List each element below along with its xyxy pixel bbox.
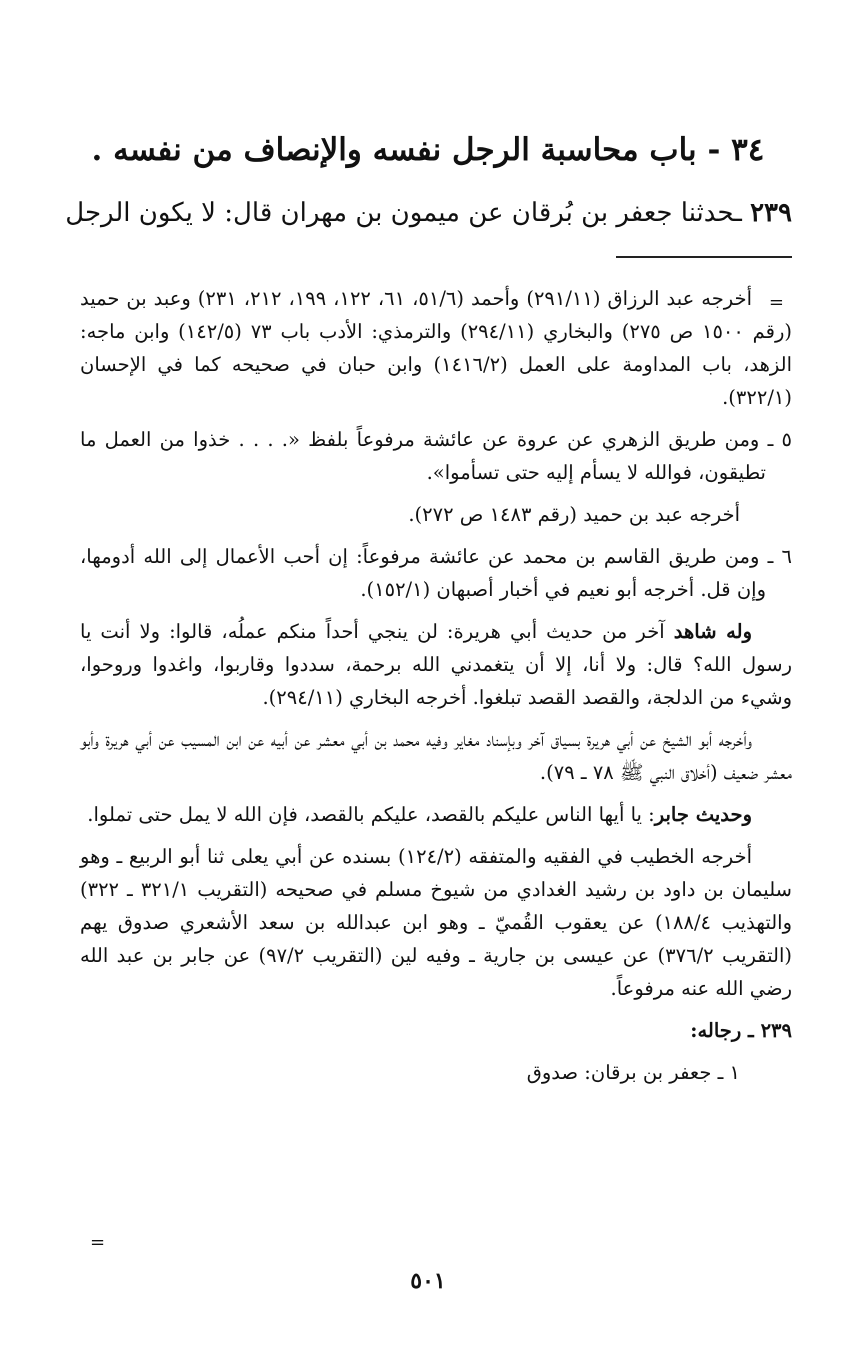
footnote-paragraph [80, 1056, 792, 1089]
footnote-text: ٦ ـ ومن طريق القاسم بن محمد عن عائشة مرفوعاً: إن أحب الأعمال إلى الله أدومها، وإن قل. أخرجه أبو نعيم في أخبار أصبهان (١٥٢/١). [80, 545, 792, 601]
footnote-text: أخرجه عبد بن حميد (رقم ١٤٨٣ ص ٢٧٢). [408, 503, 740, 526]
footnote-lead: وله شاهد [673, 620, 752, 643]
footnote-paragraph [80, 423, 792, 489]
footnote-lead: وحديث جابر [654, 803, 752, 826]
footnote-text: آخر من حديث أبي هريرة: لن ينجي أحداً منكم عملُه، قالوا: ولا أنت يا رسول الله؟ قال: ولا أنا، إلا أن يتغمدني الله برحمة، سددوا وقاربوا، واغدوا وروحوا، وشيء من الدلجة، والقصد القصد تبلغوا. أخرجه البخاري (٢٩٤/١١). [80, 620, 792, 709]
footnote-paragraph [80, 540, 792, 606]
footnote-paragraph [80, 498, 792, 531]
footnotes [80, 282, 792, 1098]
chapter-title: ٣٤ - باب محاسبة الرجل نفسه والإنصاف من نفسه . [91, 132, 765, 168]
footnote-text: : يا أيها الناس عليكم بالقصد، عليكم بالقصد، فإن الله لا يمل حتى تملوا. [87, 803, 655, 826]
page-number: ٥٠١ [410, 1268, 446, 1294]
footnote-paragraph [80, 723, 792, 789]
hadith-text [65, 192, 792, 234]
continuation-mark-bottom: = [90, 1232, 106, 1253]
footnote-paragraph [80, 282, 792, 414]
footnote-separator [616, 256, 792, 258]
footnote-text: أخرجه الخطيب في الفقيه والمتفقه (١٢٤/٢) بسنده عن أبي يعلى ثنا أبو الربيع ـ وهو سليمان بن داود بن رشيد الغدادي من شيوخ مسلم في صحيحه (التقريب ٣٢١/١ ـ ٣٢٢) والتهذيب ١٨٨/٤) عن يعقوب القُميّ ـ وهو ابن عبدالله بن سعد الأشعري صدوق يهم (التقريب ٣٧٦/٢) عن عيسى بن جارية ـ وفيه لين (التقريب ٩٧/٢) عن جابر بن عبد الله رضي الله عنه مرفوعاً. [80, 845, 792, 1000]
footnote-text: ١ ـ جعفر بن برقان: صدوق [526, 1061, 740, 1084]
footnote-text: ٥ ـ ومن طريق الزهري عن عروة عن عائشة مرفوعاً بلفظ «. . . . خذوا من العمل ما تطيقون، فوالله لا يسأم إليه حتى تسأموا». [80, 428, 792, 484]
footnote-lead: ٢٣٩ ـ رجاله: [690, 1019, 792, 1042]
footnote-paragraph [80, 1014, 792, 1047]
footnote-text: أخرجه عبد الرزاق (٢٩١/١١) وأحمد (٥١/٦، ٦١، ١٢٢، ١٩٩، ٢١٢، ٢٣١) وعبد بن حميد (رقم ١٥٠٠ ص ٢٧٥) والبخاري (٢٩٤/١١) والترمذي: الأدب باب ٧٣ (١٤٢/٥) وابن ماجه: الزهد، باب المداومة على العمل (١٤١٦/٢) وابن حبان في صحيحه كما في الإحسان (٣٢٢/١). [80, 287, 793, 409]
footnote-paragraph [80, 798, 792, 831]
continuation-mark: = [768, 292, 784, 313]
footnote-text: وأخرجه أبو الشيخ عن أبي هريرة بسياق آخر وبإسناد مغاير وفيه محمد بن أبي معشر عن أبيه عن ابن المسيب عن أبي هريرة وأبو معشر ضعيف (أخلاق النبي ﷺ ٧٨ ـ ٧٩). [80, 728, 792, 784]
hadith-number: ٢٣٩ [750, 198, 792, 228]
footnote-paragraph [80, 615, 792, 714]
footnote-paragraph [80, 840, 792, 1005]
hadith-body: ـحدثنا جعفر بن بُرقان عن ميمون بن مهران قال: لا يكون الرجل [65, 198, 751, 228]
